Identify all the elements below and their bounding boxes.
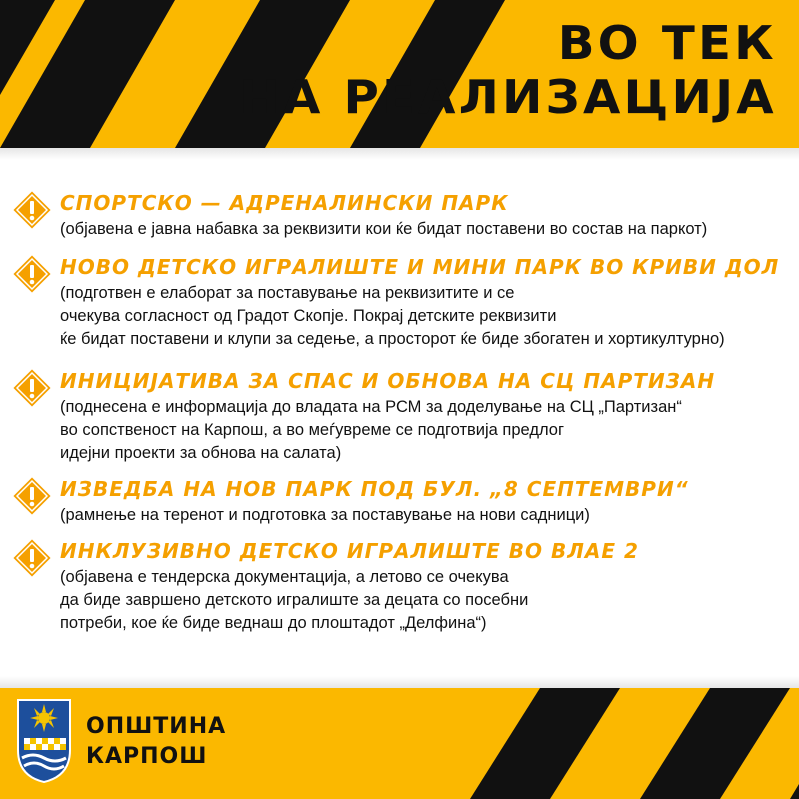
description-line: (објавена е тендерска документација, а летово се очекува [60,568,509,586]
page-title [239,16,777,124]
description-line: (рамнење на теренот и подготовка за поставување на нови садници) [60,506,590,524]
list-item [10,252,790,366]
item-description [60,396,790,465]
item-description [60,566,790,635]
municipality-name [86,712,226,772]
item-description [60,282,790,351]
description-line: (објавена е јавна набавка за реквизити кои ќе бидат поставени во состав на паркот) [60,220,708,238]
warning-icon [10,366,54,410]
description-line: идејни проекти за обнова на салата) [60,444,342,462]
warning-icon [10,188,54,232]
list-item [10,366,790,474]
list-item [10,474,790,536]
list-item [10,536,790,640]
description-line: потреби, кое ќе биде веднаш до плоштадот „Делфина“) [60,614,487,632]
project-list [10,188,790,640]
karpos-coat-of-arms-icon [16,698,72,784]
description-line: во сопственост на Карпош, а во меѓувреме се подготвија предлог [60,421,564,439]
description-line: ќе бидат поставени и клупи за седење, а просторот ќе биде збогатен и хортикултурно) [60,330,725,348]
item-title: ИНКЛУЗИВНО ДЕТСКО ИГРАЛИШТЕ ВО ВЛАЕ 2 [60,539,639,563]
title-line-1: ВО ТЕК [557,16,777,70]
item-description [60,218,790,241]
item-title: НОВО ДЕТСКО ИГРАЛИШТЕ И МИНИ ПАРК ВО КРИВИ ДОЛ [60,255,780,279]
bottom-banner [0,688,799,799]
item-title: СПОРТСКО — АДРЕНАЛИНСКИ ПАРК [60,191,509,215]
list-item [10,188,790,252]
warning-icon [10,252,54,296]
warning-icon [10,536,54,580]
item-title: ИЗВЕДБА НА НОВ ПАРК ПОД БУЛ. „8 СЕПТЕМВРИ“ [60,477,689,501]
org-line-1: ОПШТИНА [86,714,227,739]
item-description [60,504,790,527]
bottom-shadow [0,676,799,688]
description-line: да биде завршено детското игралиште за децата со посебни [60,591,529,609]
description-line: (подготвен е елаборат за поставување на реквизитите и се [60,284,515,302]
description-line: (поднесена е информација до владата на РСМ за доделување на СЦ „Партизан“ [60,398,682,416]
warning-icon [10,474,54,518]
description-line: очекува согласност од Градот Скопје. Покрај детските реквизити [60,307,557,325]
org-line-2: КАРПОШ [86,744,208,769]
banner-shadow [0,148,799,160]
item-title: ИНИЦИЈАТИВА ЗА СПАС И ОБНОВА НА СЦ ПАРТИЗАН [60,369,716,393]
top-banner [0,0,799,148]
title-line-2: НА РЕАЛИЗАЦИЈА [239,70,777,124]
